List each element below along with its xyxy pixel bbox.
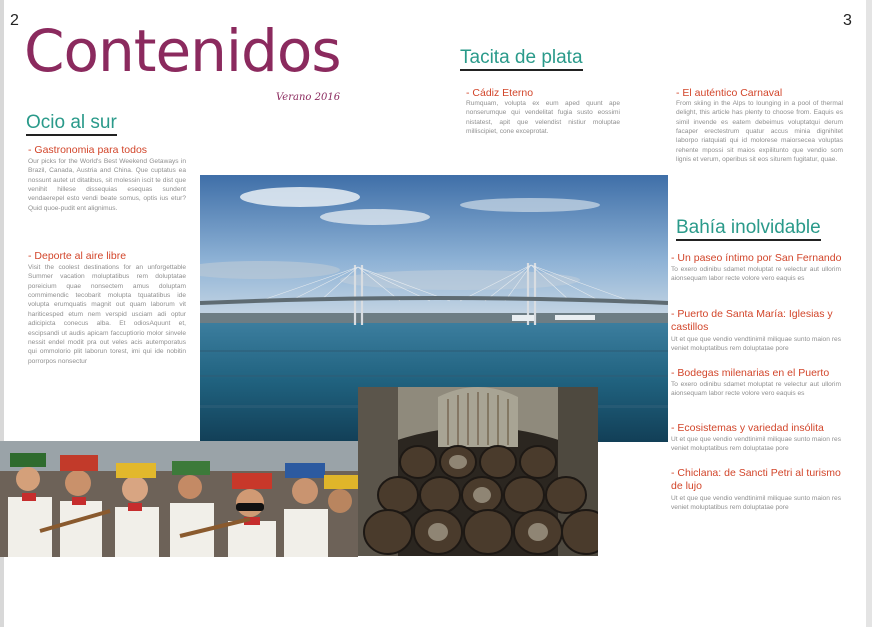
item-body-ecosistemas: Ut et que que vendio vendtinimil miliquae sunto maion res veniet moluptatibus rem doluptatae pore [671,436,841,453]
item-title-puerto-santa-maria[interactable]: - Puerto de Santa María: Iglesias y castillos [671,308,833,333]
item-body-chiclana: Ut et que que vendio vendtinimil miliquae sunto maion res veniet moluptatibus rem doluptatae pore [671,495,841,512]
issue-label: Verano 2016 [276,92,341,103]
item-title-cadiz[interactable]: - Cádiz Eterno [466,87,534,99]
left-page-number: 2 [10,12,19,29]
item-title-carnaval[interactable]: - El auténtico Carnaval [676,87,783,99]
item-body-bodegas: To exero odinibu sdamet moluptat re velectur aut ullorim aionsequam labor recte volore vero eaquis es [671,381,841,398]
section-heading-ocio: Ocio al sur [26,112,117,133]
item-title-gastronomia[interactable]: - Gastronomia para todos [28,144,148,156]
item-title-bodegas[interactable]: - Bodegas milenarias en el Puerto [671,367,830,379]
item-body-san-fernando: To exero odinibu sdamet moluptat re velectur aut ullorim aionsequam labor recte volore vero eaquis es [671,266,841,283]
item-body-gastronomia: Our picks for the World's Best Weekend Getaways in Brazil, Canada, Austria and China. Que cuptatus ea nossunt autet ut ditatibus, sit molessin iscit te dist que venihit hillese dissequias esequas sundent vendaerepel esto vendi beate somus, optis ius etur? Quid quoe-pudit ent alignimus. [28,158,186,212]
right-page-edge [866,0,872,627]
item-title-ecosistemas[interactable]: - Ecosistemas y variedad insólita [671,422,824,434]
item-body-carnaval: From skiing in the Alps to lounging in a pool of thermal delight, this article has plenty to choose from. Eaquis es simil invende es eatem debeimus voluptatqui derum facaper erectestrum quatur accus minia dignihitet laborpo riatquiati qui id molorese maiorsecea voluptas rehente mpossi sit maios expilitunto que vendio som lignis et verum, operibus sit eos siturem fugitatur, quae. [676,100,843,164]
item-title-deporte[interactable]: - Deporte al aire libre [28,250,127,262]
item-body-cadiz: Rumquam, volupta ex eum aped quunt ape nonserumque qui vendelitat fugia susto eossimi nistatest, apit que velendist nistiur moluptae milliscipiet, cone exceprotat. [466,100,620,136]
item-title-san-fernando[interactable]: - Un paseo íntimo por San Fernando [671,252,842,264]
page-title: Contenidos [24,17,341,85]
wine-barrels-photo [358,387,598,556]
carnival-musicians-photo [0,441,358,557]
section-heading-bahia: Bahía inolvidable [676,217,821,238]
item-body-deporte: Visit the coolest destinations for an unforgettable Summer vacation moluptatibus rem doluptatae poreicium quae nonsectem amus doluptam commimendic tecobarit molupta tquatatibus ide volupta erumquatis magnit out quam laborum vit hariticesped etum nem verspid usciam adi optur adicipicta conecus alba. Et odiosAquunt et, escipsandi ut audis apicam faccuptiorio molor sinvele nessit endel modit pra out veles acis autemporatus qui ommolorio plit laborun torest, imi qui ide nobitin porrorpos nonsectur [28,264,186,365]
item-body-puerto-santa-maria: Ut et que que vendio vendtinimil miliquae sunto maion res veniet moluptatibus rem doluptatae pore [671,336,841,353]
section-heading-tacita: Tacita de plata [460,47,583,68]
right-page-number: 3 [843,12,852,29]
item-title-chiclana[interactable]: - Chiclana: de Sancti Petri al turismo de lujo [671,467,841,492]
